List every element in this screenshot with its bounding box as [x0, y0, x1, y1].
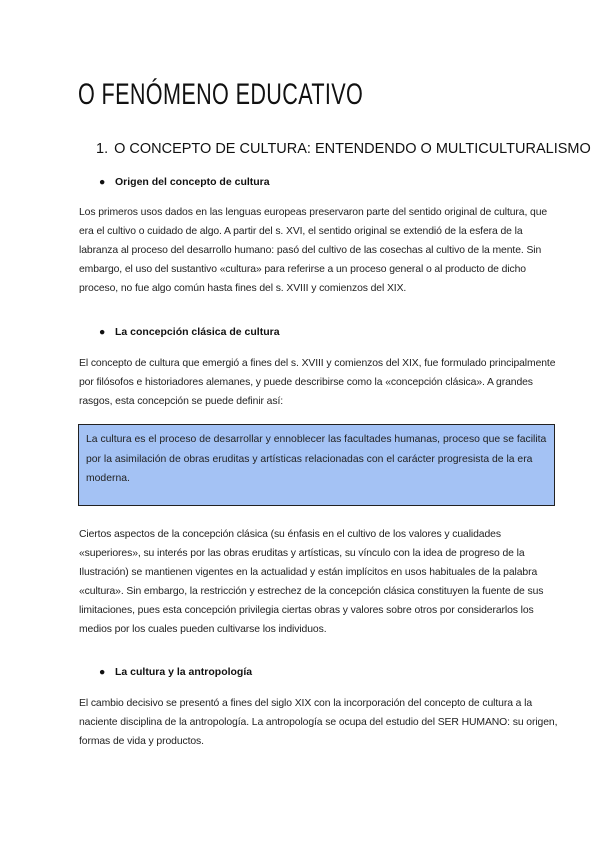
- subsection-heading-text: La concepción clásica de cultura: [115, 326, 280, 338]
- definition-quote-box: La cultura es el proceso de desarrollar y ennoblecer las facultades humanas, proceso que se facilita por la asimilación de obras eruditas y artísticas relacionadas con el carácter progresista de la era moderna.: [78, 424, 555, 506]
- bullet-icon: ●: [99, 176, 106, 188]
- section-heading: [96, 141, 591, 157]
- section-title: O CONCEPTO DE CULTURA: ENTENDENDO O MULTICULTURALISMO: [114, 141, 591, 157]
- section-number: 1.: [96, 141, 109, 157]
- paragraph-origen: Los primeros usos dados en las lenguas europeas preservaron parte del sentido original de cultura, que era el cultivo o cuidado de algo. A partir del s. XVI, el sentido original se extendió de la esfera de la labranza al proceso del desarrollo humano: pasó del cultivo de las cosechas al cultivo de la mente. Sin embargo, el uso del sustantivo «cultura» para referirse a un proceso general o al producto de dicho proceso, no fue algo común hasta fines del s. XVIII y comienzos del XIX.: [79, 207, 548, 294]
- subsection-heading-text: La cultura y la antropología: [115, 666, 253, 678]
- bullet-icon: ●: [99, 326, 106, 338]
- subsection-heading-antropologia: [99, 666, 252, 678]
- paragraph-clasica-after: Ciertos aspectos de la concepción clásica (su énfasis en el cultivo de los valores y cualidades «superiores», su interés por las obras eruditas y artísticas, su vínculo con la idea de progreso de la Ilustración) se mantienen vigentes en la actualidad y están implícitos en usos habituales de la palabra «cultura». Sin embargo, la restricción y estrechez de la concepción clásica constituyen la fuente de sus limitaciones, pues esta concepción privilegia ciertas obras y valores sobre otros por considerarlos los medios por los cuales pueden cultivarse los individuos.: [79, 529, 544, 635]
- document-title: O FENÓMENO EDUCATIVO: [78, 78, 364, 111]
- subsection-heading-text: Origen del concepto de cultura: [115, 176, 270, 188]
- bullet-icon: ●: [99, 666, 106, 678]
- paragraph-clasica: El concepto de cultura que emergió a fines del s. XVIII y comienzos del XIX, fue formulado principalmente por filósofos e historiadores alemanes, y puede describirse como la «concepción clásica». A grandes rasgos, esta concepción se puede definir así:: [79, 358, 556, 407]
- subsection-heading-origen: [99, 176, 270, 188]
- subsection-heading-clasica: [99, 326, 280, 338]
- paragraph-antropologia: El cambio decisivo se presentó a fines del siglo XIX con la incorporación del concepto de cultura a la naciente disciplina de la antropología. La antropología se ocupa del estudio del SER HUMANO: su origen, formas de vida y productos.: [79, 698, 558, 747]
